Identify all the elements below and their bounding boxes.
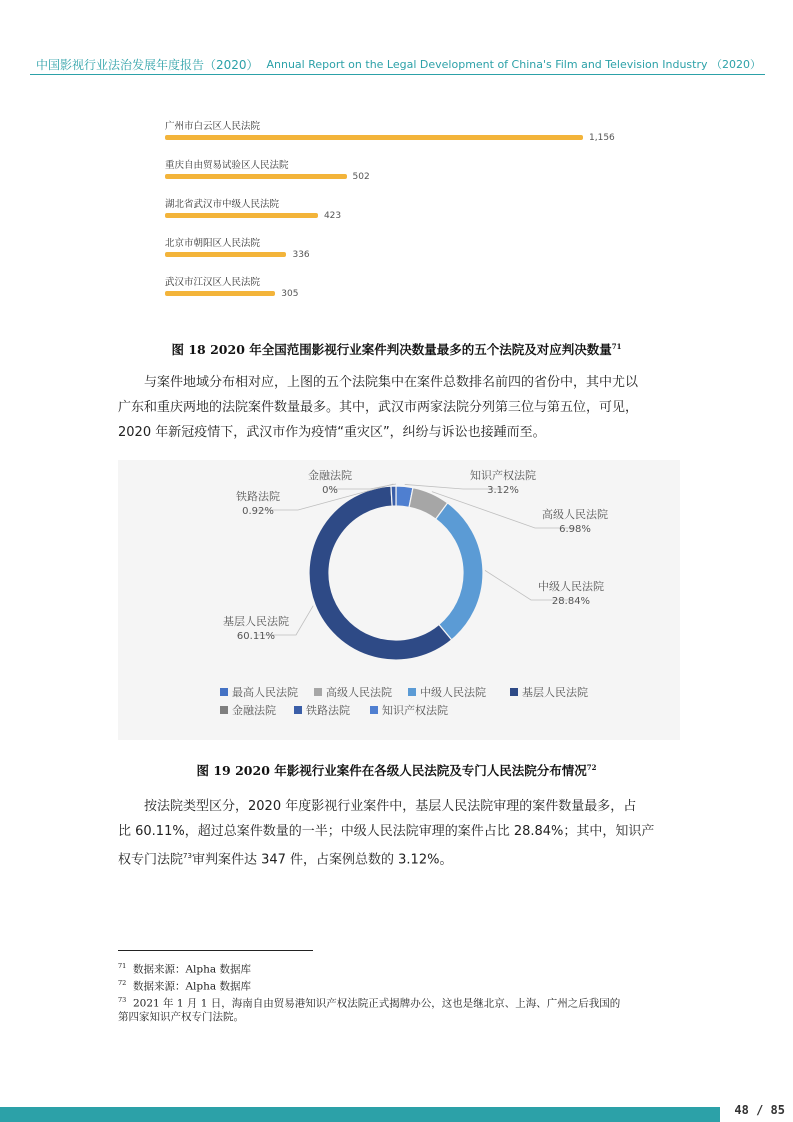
legend-swatch — [370, 706, 378, 714]
bar-row — [165, 157, 645, 197]
slice-name-label: 金融法院 — [308, 469, 352, 482]
donut-slice — [391, 486, 396, 506]
legend-swatch — [314, 688, 322, 696]
slice-name-label: 基层人民法院 — [223, 615, 289, 628]
slice-name-label: 铁路法院 — [236, 490, 280, 503]
paragraph-1-line-2: 广东和重庆两地的法院案件数量最多。其中，武汉市两家法院分列第三位与第五位，可见， — [118, 400, 639, 415]
slice-percent-label: 60.11% — [236, 631, 276, 642]
bar-chart-top-courts — [165, 118, 645, 308]
legend-swatch — [510, 688, 518, 696]
bar-row — [165, 235, 645, 275]
bar-value-label: 423 — [323, 211, 342, 221]
footer-bar — [0, 1107, 720, 1122]
paragraph-2-line-3a: 权专门法院 — [118, 852, 184, 868]
bar — [165, 174, 347, 179]
donut-chart-panel — [118, 460, 680, 740]
legend-swatch — [220, 706, 228, 714]
paragraph-2-line-3 — [118, 844, 680, 872]
paragraph-1 — [118, 370, 680, 445]
bar-category-label: 重庆自由贸易试验区人民法院 — [165, 160, 289, 171]
bar — [165, 291, 275, 296]
legend-label: 基层人民法院 — [522, 686, 588, 699]
footnote-71-text: 数据来源：Alpha 数据库 — [132, 963, 251, 976]
paragraph-2-line-1: 按法院类型区分，2020 年度影视行业案件中，基层人民法院审理的案件数量最多，占 — [144, 799, 637, 814]
header-divider — [30, 74, 765, 75]
bar — [165, 213, 318, 218]
figure-18-title: 图 18 2020 年全国范围影视行业案件判决数量最多的五个法院及对应判决数量 — [171, 342, 612, 357]
bar-category-label: 武汉市江汉区人民法院 — [165, 277, 261, 288]
figure-18-caption — [0, 340, 793, 358]
page-number: 48 / 85 — [734, 1103, 785, 1117]
bar-category-label: 北京市朝阳区人民法院 — [165, 238, 261, 249]
donut-slice — [436, 503, 483, 640]
footnote-ref-73[interactable]: 73 — [183, 852, 192, 860]
footnote-72-num: 72 — [118, 979, 127, 987]
footnote-73-continued: 第四家知识产权专门法院。 — [118, 1011, 244, 1023]
legend-label: 中级人民法院 — [420, 686, 486, 699]
slice-percent-label: 28.84% — [551, 596, 591, 607]
legend-label: 最高人民法院 — [232, 686, 298, 699]
legend-label: 铁路法院 — [306, 704, 350, 717]
footnote-71-num: 71 — [118, 962, 127, 970]
paragraph-2-line-2: 比 60.11%，超过总案件数量的一半；中级人民法院审理的案件占比 28.84%；其中，知识产 — [118, 824, 655, 839]
legend-swatch — [408, 688, 416, 696]
paragraph-2 — [118, 794, 680, 872]
legend-label: 知识产权法院 — [382, 704, 448, 717]
page-header-right: Annual Report on the Legal Development of China's Film and Television Industry （2020） — [266, 58, 761, 71]
footnote-73-num: 73 — [118, 996, 127, 1004]
legend-swatch — [220, 688, 228, 696]
footnote-73-text: 2021 年 1 月 1 日，海南自由贸易港知识产权法院正式揭牌办公，这也是继北京、上海、广州之后我国的 — [132, 997, 621, 1010]
slice-name-label: 高级人民法院 — [542, 508, 608, 521]
bar — [165, 252, 286, 257]
bar-category-label: 广州市白云区人民法院 — [165, 121, 261, 132]
slice-name-label: 中级人民法院 — [538, 580, 604, 593]
footnote-ref-71[interactable]: 71 — [611, 341, 622, 351]
paragraph-1-line-1: 与案件地域分布相对应，上图的五个法院集中在案件总数排名前四的省份中，其中尤以 — [144, 375, 639, 390]
figure-19-title: 图 19 2020 年影视行业案件在各级人民法院及专门人民法院分布情况 — [196, 763, 587, 778]
donut-chart-court-levels — [118, 460, 680, 740]
legend-label: 高级人民法院 — [326, 686, 392, 699]
legend-label: 金融法院 — [232, 704, 276, 717]
footnote-72-text: 数据来源：Alpha 数据库 — [132, 980, 251, 993]
paragraph-2-line-3b: 审判案件达 347 件，占案例总数的 3.12%。 — [191, 852, 453, 868]
bar-value-label: 305 — [281, 289, 299, 299]
slice-name-label: 知识产权法院 — [470, 469, 536, 482]
footnote-ref-72[interactable]: 72 — [586, 762, 597, 772]
paragraph-1-line-3: 2020 年新冠疫情下，武汉市作为疫情“重灾区”，纠纷与诉讼也接踵而至。 — [118, 425, 546, 440]
bar-row — [165, 196, 645, 236]
slice-percent-label: 0% — [322, 485, 338, 496]
bar-value-label: 502 — [352, 172, 370, 182]
figure-19-caption — [0, 761, 793, 779]
slice-percent-label: 3.12% — [487, 485, 519, 496]
bar-category-label: 湖北省武汉市中级人民法院 — [165, 199, 280, 210]
bar-row — [165, 118, 645, 158]
legend-swatch — [294, 706, 302, 714]
bar-row — [165, 274, 645, 314]
slice-percent-label: 0.92% — [242, 506, 274, 517]
slice-percent-label: 6.98% — [559, 524, 591, 535]
bar-value-label: 1,156 — [589, 133, 615, 143]
footnote-divider — [118, 950, 313, 951]
bar — [165, 135, 583, 140]
bar-value-label: 336 — [292, 250, 310, 260]
page-header-left: 中国影视行业法治发展年度报告（2020） — [36, 58, 259, 72]
